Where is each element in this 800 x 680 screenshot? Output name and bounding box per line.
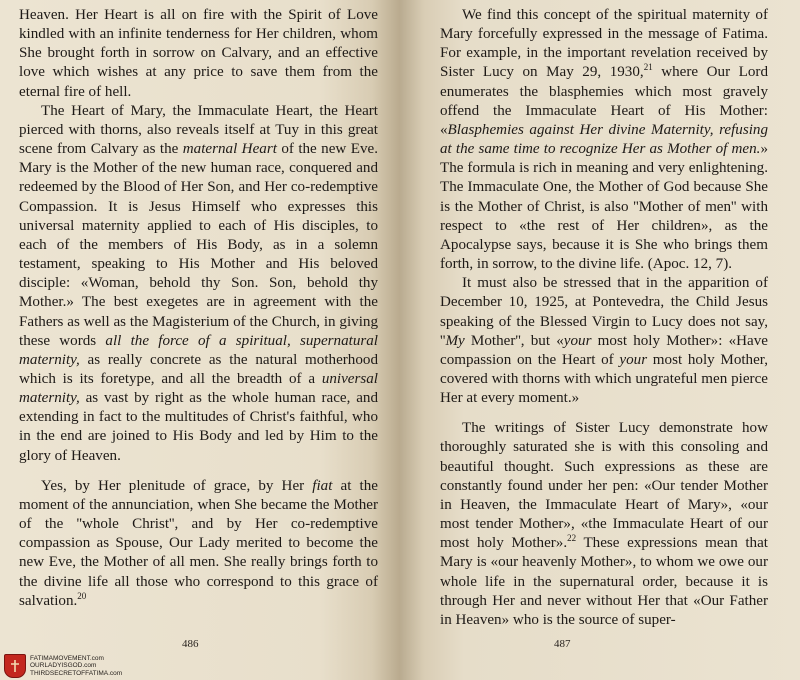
- text-run: It must also be stressed that in the apparition of December 10, 1925, at Pontevedra, the Child Jesus speaking of the Blessed Virgin to Lucy does not say, '': [440, 275, 768, 349]
- left-page-number: 486: [182, 638, 199, 650]
- italic-text: My: [445, 332, 465, 349]
- text-run: » The formula is rich in meaning and very enlightening. The Immaculate One, the Mother of God because She is the Mother of Christ, is also ''Mother of men'' with respect to «the rest of Her children», as the Apocalypse says, because it is She who brings them forth, in sorrow, to the divine life. (Apoc. 12, 7).: [440, 141, 768, 273]
- footnote-ref: 22: [567, 533, 577, 544]
- watermark-line-2: OURLADYISGOD.com: [30, 662, 97, 670]
- watermark-line-1: FATIMAMOVEMENT.com: [30, 654, 104, 662]
- paragraph: [19, 102, 378, 466]
- italic-text: your: [563, 332, 592, 349]
- paragraph: [19, 477, 378, 611]
- text-run: We find this concept of the spiritual maternity of Mary forcefully expressed in the message of Fatima. For example, in the important revelation received by Sister Lucy on May 29, 1930,: [440, 7, 768, 81]
- text-run: The Heart of Mary, the Immaculate Heart, the Heart pierced with thorns, also reveals itself at Tuy in this great scene from Calvary as the: [19, 102, 378, 158]
- text-run: of the new Eve. Mary is the Mother of the new human race, conquered and redeemed by the Blood of Her Son, and Her co-redemptive Compassion. It is Jesus Himself who expresses this universal maternity applied to each of His disciples, to each of the members of His Body, as in a solemn testament, speaking to His Mother and His beloved disciple: «Woman, behold thy Son. Son, behold thy Mother.» The best exegetes are in agreement with the Fathers as well as the Magisterium of the Church, in giving these words: [19, 141, 378, 349]
- text-run: most holy Mother, covered with thorns with which ungrateful men pierce Her at every moment.»: [440, 351, 768, 407]
- paragraph: [440, 274, 768, 408]
- text-run: most holy Mother»: «Have compassion on the Heart of: [440, 332, 768, 368]
- fatima-logo-icon: [4, 654, 26, 678]
- paragraph: [19, 6, 378, 102]
- text-run: as vast by right as the whole human race, and extending in fact to the multitudes of Christ's faithful, who in the end are joined to His Body and led by Him to the glory of Heaven.: [19, 390, 378, 464]
- text-run: where Our Lord enumerates the blasphemies which most gravely offend the Immaculate Heart of His Mother: «: [440, 64, 768, 138]
- footnote-ref: 21: [643, 62, 653, 73]
- text-run: Heaven. Her Heart is all on fire with the Spirit of Love kindled with an infinite tenderness for Her children, whom She brought forth in sorrow on Calvary, and an effective love which wishes at any price to save them from the eternal fire of hell.: [19, 7, 378, 100]
- watermark: [4, 654, 122, 678]
- italic-text: all the force of a spiritual, supernatural maternity,: [19, 332, 378, 368]
- right-page-number: 487: [554, 638, 571, 650]
- text-run: at the moment of the annunciation, when She became the Mother of the ''whole Christ'', and by Her co-redemptive compassion as Spouse, Our Lady merited to become the new Eve, the Mother of all men. She really brings forth to the divine life all those who correspond to this grace of salvation.: [19, 477, 379, 609]
- text-run: Yes, by Her plenitude of grace, by Her: [41, 477, 313, 494]
- watermark-text: [30, 655, 122, 678]
- text-run: Mother'', but «: [464, 332, 564, 349]
- left-page-text: [19, 6, 378, 611]
- italic-text: fiat: [312, 477, 333, 494]
- italic-text: Blasphemies against Her divine Maternity, refusing at the same time to recognize Her as Mother of men.: [440, 121, 768, 158]
- right-page: [400, 0, 800, 680]
- italic-text: universal maternity,: [19, 370, 378, 407]
- italic-text: your: [619, 351, 648, 368]
- paragraph: [440, 419, 768, 630]
- text-run: These expressions mean that Mary is «our heavenly Mother», to whom we owe our whole life in the supernatural order, because it is through Her and never without Her that «Our Father in Heaven» who is the source of super-: [440, 535, 768, 628]
- right-page-text: [440, 6, 768, 630]
- footnote-ref: 20: [77, 590, 87, 601]
- paragraph: [440, 6, 768, 274]
- text-run: The writings of Sister Lucy demonstrate how thoroughly saturated she is with this consoling and beautiful thought. Such expressions as these are constantly found under her pen: «Our tender Mother in Heaven, the Immaculate Heart of Mary», «our most tender Mother», «the Immaculate Heart of our most holy Mother».: [440, 420, 768, 552]
- text-run: as really concrete as the natural motherhood which is its foretype, and all the breadth of a: [19, 351, 378, 387]
- italic-text: maternal Heart: [182, 141, 277, 158]
- watermark-line-3: THIRDSECRETOFFATIMA.com: [30, 669, 123, 677]
